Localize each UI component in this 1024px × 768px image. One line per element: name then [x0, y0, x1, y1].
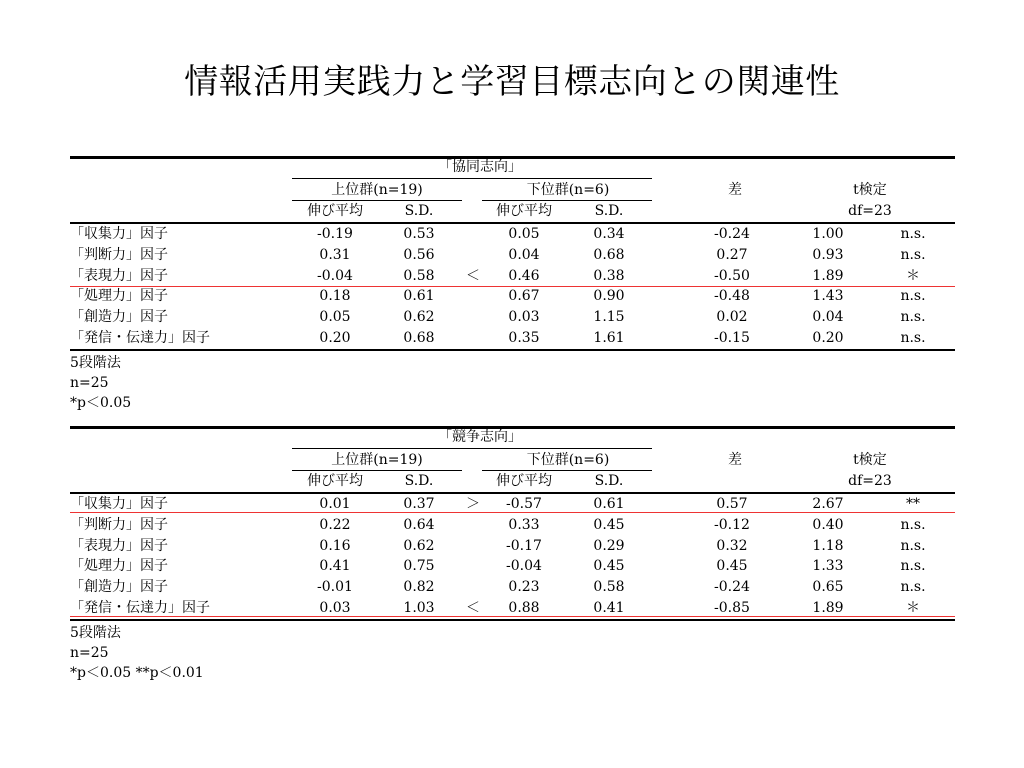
factor-label: 「表現力」因子 — [70, 267, 168, 284]
diff-cell: -0.24 — [714, 226, 750, 242]
lower-group-rule — [482, 178, 652, 179]
upper-sd-cell: 0.82 — [403, 579, 435, 596]
upper-mean-cell: 0.16 — [319, 537, 351, 554]
significance-cell: n.s. — [900, 288, 926, 305]
lower-mean-cell: 0.46 — [508, 267, 540, 284]
upper-sd-cell: 0.37 — [403, 496, 435, 512]
t-value-cell: 1.89 — [812, 600, 844, 616]
factor-label: 「創造力」因子 — [70, 309, 168, 326]
upper-mean-cell: -0.19 — [317, 226, 353, 242]
competition-table — [70, 426, 955, 686]
factor-label: 「発信・伝達力」因子 — [70, 330, 210, 346]
table-row — [70, 246, 955, 267]
table-row — [70, 308, 955, 329]
note-n: n=25 — [70, 375, 109, 391]
lower-mean-cell: 0.03 — [508, 309, 540, 326]
lower-group-rule-2 — [482, 470, 652, 471]
diff-cell: -0.12 — [714, 516, 750, 533]
significance-cell: ＊ — [906, 600, 920, 616]
cooperation-table — [70, 156, 955, 416]
lower-sd-cell: 0.29 — [593, 537, 625, 554]
factor-label: 「発信・伝達力」因子 — [70, 600, 210, 616]
upper-sd-cell: 0.68 — [403, 330, 435, 346]
lower-sd-cell: 0.68 — [593, 246, 625, 263]
comparison-cell: ＜ — [466, 267, 480, 284]
upper-mean-cell: 0.18 — [319, 288, 351, 305]
table-row — [70, 225, 955, 246]
table-row — [70, 537, 955, 558]
lower-group-header: 下位群(n=6) — [526, 182, 610, 198]
lower-sd-cell: 1.61 — [593, 330, 625, 346]
upper-group-rule — [292, 448, 502, 449]
upper-mean-cell: 0.01 — [319, 496, 351, 512]
significance-cell: ** — [906, 496, 920, 512]
upper-group-rule — [292, 178, 502, 179]
lower-mean-cell: 0.88 — [508, 600, 540, 616]
upper-sd-cell: 0.75 — [403, 558, 435, 575]
lower-sd-header: S.D. — [594, 473, 624, 489]
table-title: 「協同志向」 — [438, 159, 522, 175]
lower-mean-cell: 0.05 — [508, 226, 540, 242]
significance-cell: ＊ — [906, 267, 920, 284]
upper-sd-cell: 0.62 — [403, 537, 435, 554]
diff-cell: 0.32 — [716, 537, 748, 554]
lower-sd-header: S.D. — [594, 203, 624, 219]
upper-mean-cell: 0.05 — [319, 309, 351, 326]
lower-mean-cell: 0.23 — [508, 579, 540, 596]
lower-sd-cell: 0.34 — [593, 226, 625, 242]
upper-group-header: 上位群(n=19) — [331, 182, 423, 198]
t-value-cell: 0.65 — [812, 579, 844, 596]
upper-sd-cell: 1.03 — [403, 600, 435, 616]
upper-mean-cell: 0.31 — [319, 246, 351, 263]
factor-label: 「処理力」因子 — [70, 558, 168, 575]
significance-cell: n.s. — [900, 516, 926, 533]
significance-cell: n.s. — [900, 330, 926, 346]
diff-cell: -0.50 — [714, 267, 750, 284]
df-header: df=23 — [848, 203, 892, 219]
upper-sd-header: S.D. — [404, 473, 434, 489]
significance-cell: n.s. — [900, 226, 926, 242]
upper-sd-cell: 0.53 — [403, 226, 435, 242]
lower-sd-cell: 0.38 — [593, 267, 625, 284]
lower-sd-cell: 0.45 — [593, 516, 625, 533]
t-test-header: t検定 — [853, 452, 887, 468]
note-scale: 5段階法 — [70, 625, 121, 641]
t-test-header: t検定 — [853, 182, 887, 198]
t-value-cell: 1.33 — [812, 558, 844, 575]
factor-label: 「処理力」因子 — [70, 288, 168, 305]
lower-sd-cell: 1.15 — [593, 309, 625, 326]
table-row — [70, 599, 955, 620]
bottom-rule — [70, 349, 955, 351]
lower-mean-cell: -0.57 — [506, 496, 542, 512]
factor-label: 「判断力」因子 — [70, 516, 168, 533]
significance-cell: n.s. — [900, 246, 926, 263]
factor-label: 「判断力」因子 — [70, 246, 168, 263]
diff-cell: 0.27 — [716, 246, 748, 263]
lower-sd-cell: 0.90 — [593, 288, 625, 305]
upper-mean-cell: 0.22 — [319, 516, 351, 533]
upper-mean-header: 伸び平均 — [307, 203, 363, 219]
table-body — [70, 495, 955, 621]
lower-mean-header: 伸び平均 — [496, 203, 552, 219]
upper-group-rule-2 — [292, 200, 462, 201]
table-row — [70, 516, 955, 537]
diff-cell: 0.57 — [716, 496, 748, 512]
note-significance: *p＜0.05 **p＜0.01 — [70, 665, 204, 681]
significance-cell: n.s. — [900, 579, 926, 596]
upper-group-header: 上位群(n=19) — [331, 452, 423, 468]
factor-label: 「表現力」因子 — [70, 537, 168, 554]
lower-sd-cell: 0.45 — [593, 558, 625, 575]
diff-cell: 0.45 — [716, 558, 748, 575]
significance-cell: n.s. — [900, 537, 926, 554]
lower-mean-cell: 0.35 — [508, 330, 540, 346]
upper-sd-cell: 0.61 — [403, 288, 435, 305]
note-scale: 5段階法 — [70, 355, 121, 371]
t-value-cell: 1.18 — [812, 537, 844, 554]
significance-cell: n.s. — [900, 309, 926, 326]
note-significance: *p＜0.05 — [70, 395, 132, 411]
lower-group-rule — [482, 448, 652, 449]
lower-mean-cell: 0.67 — [508, 288, 540, 305]
comparison-cell: ＜ — [466, 600, 480, 616]
bottom-rule — [70, 619, 955, 621]
t-value-cell: 0.93 — [812, 246, 844, 263]
upper-group-rule-2 — [292, 470, 462, 471]
slide-title: 情報活用実践力と学習目標志向との関連性 — [184, 62, 840, 102]
factor-label: 「収集力」因子 — [70, 496, 168, 512]
lower-sd-cell: 0.61 — [593, 496, 625, 512]
upper-mean-cell: 0.03 — [319, 600, 351, 616]
df-header: df=23 — [848, 473, 892, 489]
lower-mean-cell: 0.04 — [508, 246, 540, 263]
diff-cell: -0.85 — [714, 600, 750, 616]
table-title: 「競争志向」 — [438, 429, 522, 445]
factor-label: 「創造力」因子 — [70, 579, 168, 596]
upper-sd-cell: 0.64 — [403, 516, 435, 533]
lower-mean-cell: -0.17 — [506, 537, 542, 554]
header-rule — [70, 222, 955, 224]
t-value-cell: 1.43 — [812, 288, 844, 305]
t-value-cell: 2.67 — [812, 496, 844, 512]
diff-cell: -0.15 — [714, 330, 750, 346]
table-row — [70, 557, 955, 578]
diff-cell: -0.24 — [714, 579, 750, 596]
table-row — [70, 578, 955, 599]
lower-mean-cell: 0.33 — [508, 516, 540, 533]
diff-cell: 0.02 — [716, 309, 748, 326]
upper-sd-cell: 0.56 — [403, 246, 435, 263]
table-body — [70, 225, 955, 351]
t-value-cell: 0.40 — [812, 516, 844, 533]
lower-sd-cell: 0.58 — [593, 579, 625, 596]
t-value-cell: 0.04 — [812, 309, 844, 326]
diff-header: 差 — [728, 452, 742, 468]
table-row — [70, 495, 955, 516]
diff-cell: -0.48 — [714, 288, 750, 305]
upper-sd-cell: 0.62 — [403, 309, 435, 326]
table-row — [70, 267, 955, 288]
upper-mean-cell: 0.20 — [319, 330, 351, 346]
t-value-cell: 1.89 — [812, 267, 844, 284]
lower-mean-cell: -0.04 — [506, 558, 542, 575]
table-row — [70, 329, 955, 350]
upper-mean-header: 伸び平均 — [307, 473, 363, 489]
diff-header: 差 — [728, 182, 742, 198]
header-rule — [70, 492, 955, 494]
factor-label: 「収集力」因子 — [70, 226, 168, 242]
t-value-cell: 0.20 — [812, 330, 844, 346]
note-n: n=25 — [70, 645, 109, 661]
table-row — [70, 287, 955, 308]
upper-mean-cell: -0.01 — [317, 579, 353, 596]
upper-sd-header: S.D. — [404, 203, 434, 219]
upper-mean-cell: -0.04 — [317, 267, 353, 284]
lower-mean-header: 伸び平均 — [496, 473, 552, 489]
upper-sd-cell: 0.58 — [403, 267, 435, 284]
lower-group-header: 下位群(n=6) — [526, 452, 610, 468]
upper-mean-cell: 0.41 — [319, 558, 351, 575]
t-value-cell: 1.00 — [812, 226, 844, 242]
significance-cell: n.s. — [900, 558, 926, 575]
lower-sd-cell: 0.41 — [593, 600, 625, 616]
lower-group-rule-2 — [482, 200, 652, 201]
comparison-cell: ＞ — [466, 496, 480, 512]
